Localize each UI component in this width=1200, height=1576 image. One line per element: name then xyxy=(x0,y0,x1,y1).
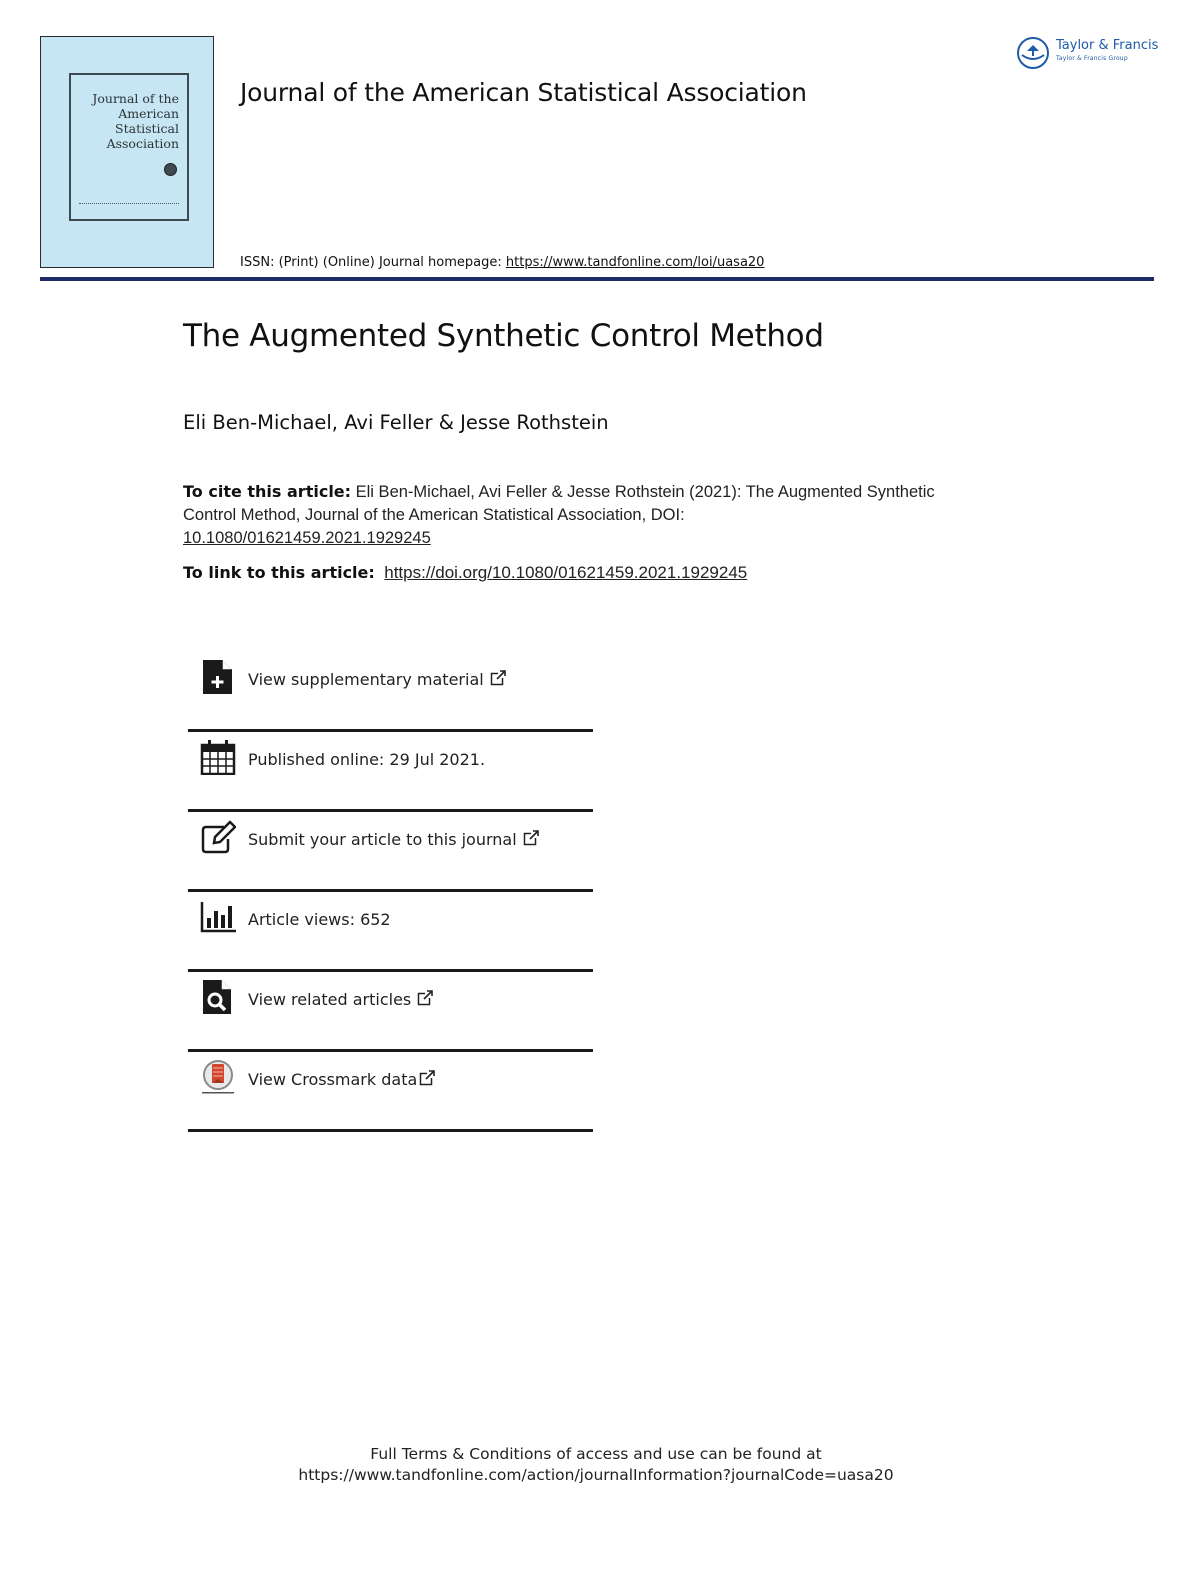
calendar-icon xyxy=(200,739,236,775)
footer-terms-text: Full Terms & Conditions of access and use can be found at xyxy=(370,1445,822,1463)
header-divider xyxy=(40,277,1154,281)
doi-link[interactable]: 10.1080/01621459.2021.1929245 xyxy=(183,529,431,547)
edit-icon xyxy=(200,819,236,855)
logo-brand-text: Taylor & Francis xyxy=(1056,38,1159,53)
link-label: To link to this article: xyxy=(183,563,375,582)
crossmark-icon xyxy=(200,1059,236,1095)
search-document-icon xyxy=(200,979,236,1015)
cite-text: Eli Ben-Michael, Avi Feller & Jesse Rothstein (2021): The Augmented Synthetic Control Method, Journal of the American Statistical Association, DOI: xyxy=(183,483,935,524)
article-doi-url[interactable]: https://doi.org/10.1080/01621459.2021.1929245 xyxy=(384,563,748,582)
external-link-icon xyxy=(419,1070,435,1086)
cover-title: Journal of the American Statistical Association xyxy=(92,91,179,151)
bar-chart-icon xyxy=(200,899,236,935)
list-item-views xyxy=(188,892,593,972)
article-title: The Augmented Synthetic Control Method xyxy=(183,318,824,354)
logo-tagline: Taylor & Francis Group xyxy=(1056,55,1128,62)
list-item-published xyxy=(188,732,593,812)
item-label: View Crossmark data xyxy=(248,1070,418,1089)
cover-footer-line xyxy=(79,203,179,207)
external-link-icon xyxy=(417,990,433,1006)
list-item-submit[interactable] xyxy=(188,812,593,892)
footer xyxy=(0,1444,1192,1486)
article-authors: Eli Ben-Michael, Avi Feller & Jesse Rothstein xyxy=(183,411,609,434)
item-label: Article views: 652 xyxy=(248,910,391,929)
journal-cover-image xyxy=(40,36,214,268)
taylor-francis-logo-icon xyxy=(1016,36,1050,70)
journal-homepage-link[interactable]: https://www.tandfonline.com/loi/uasa20 xyxy=(505,255,765,270)
list-item-supplementary[interactable] xyxy=(188,652,593,732)
external-link-icon xyxy=(523,830,539,846)
list-item-related[interactable] xyxy=(188,972,593,1052)
citation-block xyxy=(183,480,983,550)
article-link-line xyxy=(183,563,747,583)
issn-text: ISSN: (Print) (Online) Journal homepage: xyxy=(240,255,502,270)
item-label: View related articles xyxy=(248,990,412,1009)
cite-label: To cite this article: xyxy=(183,482,352,501)
item-label: Submit your article to this journal xyxy=(248,830,517,849)
cover-frame xyxy=(69,73,189,221)
cover-seal-icon xyxy=(164,163,177,176)
external-link-icon xyxy=(490,670,506,686)
item-label: View supplementary material xyxy=(248,670,484,689)
file-plus-icon xyxy=(200,659,236,695)
footer-terms-link[interactable]: https://www.tandfonline.com/action/journalInformation?journalCode=uasa20 xyxy=(298,1466,894,1484)
list-item-crossmark[interactable] xyxy=(188,1052,593,1132)
article-actions-list xyxy=(188,652,593,1132)
journal-name: Journal of the American Statistical Association xyxy=(240,78,807,107)
issn-line xyxy=(240,255,764,270)
publisher-logo xyxy=(1016,36,1159,70)
item-label: Published online: 29 Jul 2021. xyxy=(248,750,486,769)
